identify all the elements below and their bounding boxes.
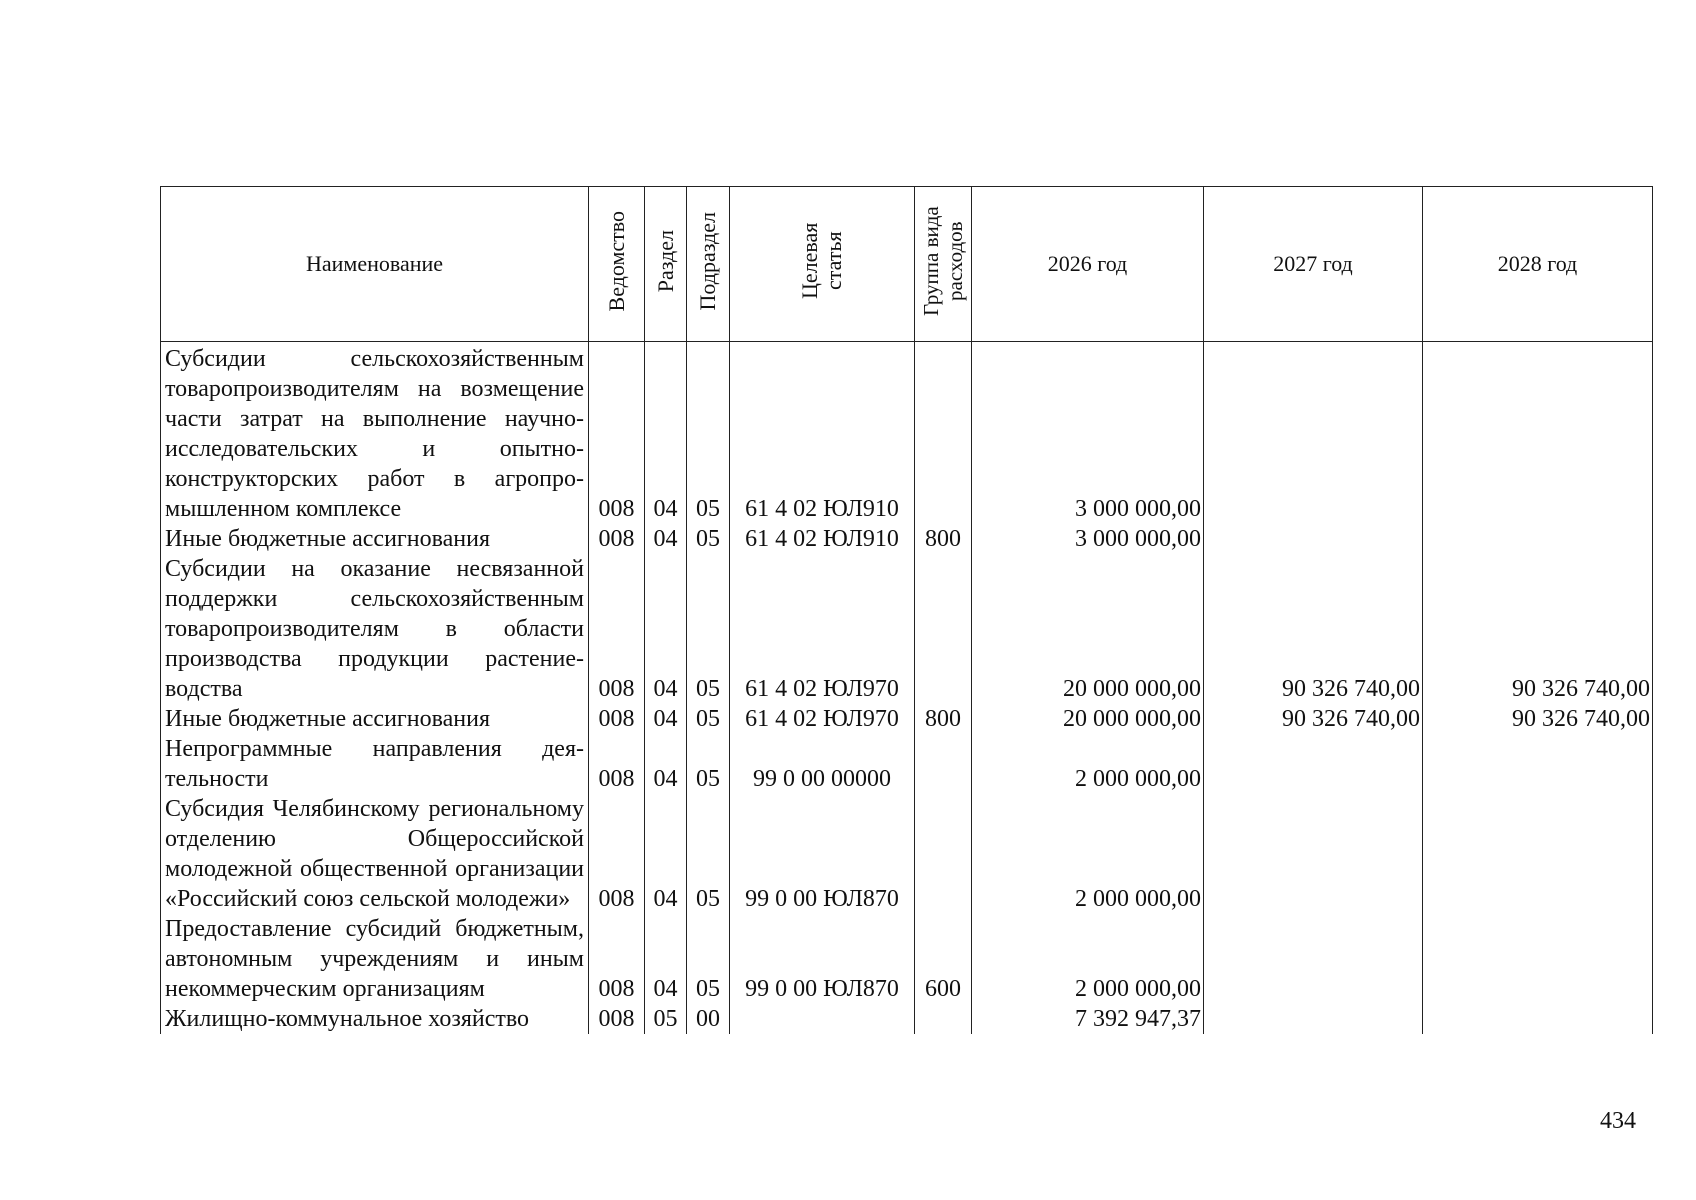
row-expense-group: 800 xyxy=(915,524,972,554)
header-2026: 2026 год xyxy=(972,187,1204,342)
header-target-item: Целевая статья xyxy=(730,187,915,342)
header-subsection: Подраздел xyxy=(687,187,730,342)
row-2026: 3 000 000,00 xyxy=(972,342,1204,525)
row-target-item: 99 0 00 00000 xyxy=(730,734,915,794)
table-row xyxy=(161,524,1653,554)
row-2026: 20 000 000,00 xyxy=(972,554,1204,704)
table-row xyxy=(161,554,1653,704)
row-2026: 3 000 000,00 xyxy=(972,524,1204,554)
row-expense-group: 600 xyxy=(915,914,972,1004)
row-target-item: 61 4 02 ЮЛ910 xyxy=(730,342,915,525)
row-department: 008 xyxy=(589,524,645,554)
row-2028: 90 326 740,00 xyxy=(1423,704,1653,734)
row-name: Иные бюджетные ассигнования xyxy=(161,704,589,734)
budget-table-sheet xyxy=(160,186,1652,1094)
row-name: Непрограммные направления деятельности xyxy=(161,734,589,794)
row-subsection: 05 xyxy=(687,734,730,794)
header-2028: 2028 год xyxy=(1423,187,1653,342)
header-department: Ведомство xyxy=(589,187,645,342)
row-section: 04 xyxy=(645,342,687,525)
row-2028 xyxy=(1423,734,1653,794)
row-2027 xyxy=(1204,734,1423,794)
row-name: Субсидии сельскохозяйственным товаропроизводителям на возмещение части затрат на выполнение научно-исследовательских и опытно-конструкторских работ в агропромышленном комплексе xyxy=(161,342,589,525)
row-subsection: 05 xyxy=(687,554,730,704)
row-2026: 2 000 000,00 xyxy=(972,914,1204,1004)
row-subsection: 05 xyxy=(687,704,730,734)
row-2027 xyxy=(1204,342,1423,525)
row-expense-group xyxy=(915,342,972,525)
row-2028 xyxy=(1423,342,1653,525)
header-expense-group: Группа вида расходов xyxy=(915,187,972,342)
row-name: Субсидия Челябинскому региональному отделению Общероссийской молодежной общественной организации «Российский союз сельской молодежи» xyxy=(161,794,589,914)
row-section: 04 xyxy=(645,704,687,734)
row-2027 xyxy=(1204,1004,1423,1034)
row-target-item xyxy=(730,1004,915,1034)
row-target-item: 61 4 02 ЮЛ970 xyxy=(730,554,915,704)
row-2026: 2 000 000,00 xyxy=(972,734,1204,794)
row-name: Жилищно-коммунальное хозяйство xyxy=(161,1004,589,1034)
row-section: 04 xyxy=(645,524,687,554)
row-2028 xyxy=(1423,1004,1653,1034)
table-row xyxy=(161,914,1653,1004)
row-section: 04 xyxy=(645,914,687,1004)
row-2027 xyxy=(1204,794,1423,914)
row-subsection: 05 xyxy=(687,794,730,914)
row-department: 008 xyxy=(589,342,645,525)
row-2028 xyxy=(1423,914,1653,1004)
row-target-item: 99 0 00 ЮЛ870 xyxy=(730,794,915,914)
row-department: 008 xyxy=(589,914,645,1004)
row-expense-group: 800 xyxy=(915,704,972,734)
row-section: 04 xyxy=(645,734,687,794)
budget-table xyxy=(160,186,1653,1034)
table-header-row xyxy=(161,187,1653,342)
row-2028: 90 326 740,00 xyxy=(1423,554,1653,704)
page-number: 434 xyxy=(1600,1108,1636,1134)
row-section: 04 xyxy=(645,794,687,914)
row-name: Иные бюджетные ассигнования xyxy=(161,524,589,554)
table-row xyxy=(161,704,1653,734)
row-2027 xyxy=(1204,524,1423,554)
header-name: Наименование xyxy=(161,187,589,342)
row-department: 008 xyxy=(589,1004,645,1034)
row-2026: 7 392 947,37 xyxy=(972,1004,1204,1034)
row-subsection: 05 xyxy=(687,914,730,1004)
row-target-item: 99 0 00 ЮЛ870 xyxy=(730,914,915,1004)
row-name: Предоставление субсидий бюджетным, автономным учреждениям и иным некоммерческим организациям xyxy=(161,914,589,1004)
table-row xyxy=(161,1004,1653,1034)
header-2027: 2027 год xyxy=(1204,187,1423,342)
row-department: 008 xyxy=(589,554,645,704)
row-2028 xyxy=(1423,524,1653,554)
row-expense-group xyxy=(915,734,972,794)
row-2027: 90 326 740,00 xyxy=(1204,554,1423,704)
row-expense-group xyxy=(915,794,972,914)
row-2026: 2 000 000,00 xyxy=(972,794,1204,914)
row-expense-group xyxy=(915,554,972,704)
row-department: 008 xyxy=(589,794,645,914)
row-department: 008 xyxy=(589,734,645,794)
row-subsection: 05 xyxy=(687,524,730,554)
row-target-item: 61 4 02 ЮЛ910 xyxy=(730,524,915,554)
row-2027: 90 326 740,00 xyxy=(1204,704,1423,734)
row-subsection: 05 xyxy=(687,342,730,525)
row-department: 008 xyxy=(589,704,645,734)
row-2028 xyxy=(1423,794,1653,914)
row-expense-group xyxy=(915,1004,972,1034)
table-row xyxy=(161,734,1653,794)
row-subsection: 00 xyxy=(687,1004,730,1034)
row-2027 xyxy=(1204,914,1423,1004)
row-section: 04 xyxy=(645,554,687,704)
row-section: 05 xyxy=(645,1004,687,1034)
table-row xyxy=(161,342,1653,525)
header-section: Раздел xyxy=(645,187,687,342)
row-name: Субсидии на оказание несвязанной поддержки сельскохозяйственным товаропроизводителям в области производства продукции растениеводства xyxy=(161,554,589,704)
row-target-item: 61 4 02 ЮЛ970 xyxy=(730,704,915,734)
table-row xyxy=(161,794,1653,914)
row-2026: 20 000 000,00 xyxy=(972,704,1204,734)
